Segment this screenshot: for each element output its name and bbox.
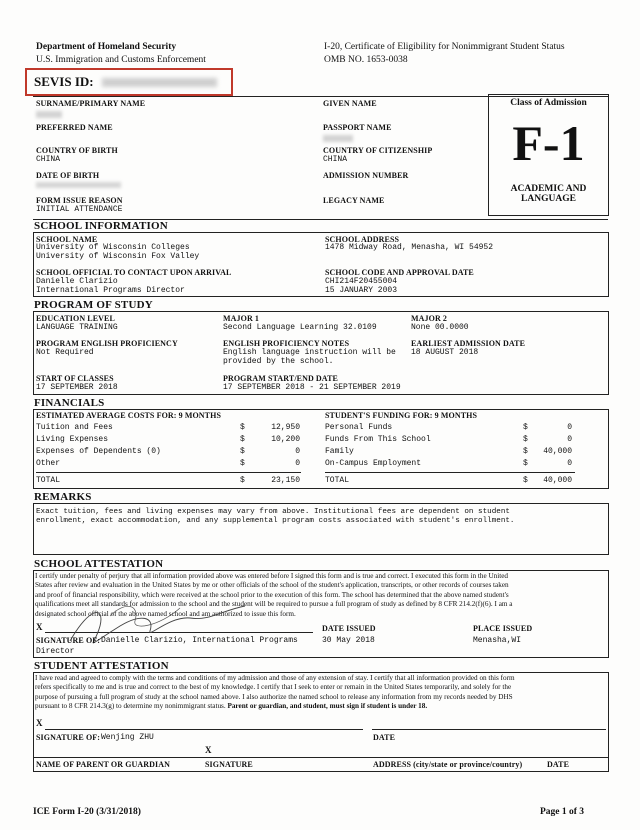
citizenship-label: COUNTRY OF CITIZENSHIP bbox=[323, 146, 433, 155]
remarks-line-2: enrollment, exact accommodation, and any supplemental program costs associated with student's enrollment. bbox=[36, 517, 515, 525]
birth-country-label: COUNTRY OF BIRTH bbox=[36, 146, 118, 155]
parent-name-label: NAME OF PARENT OR GUARDIAN bbox=[36, 760, 171, 769]
funding-item-currency: $ bbox=[523, 459, 528, 468]
cost-item-currency: $ bbox=[240, 423, 245, 432]
school-name-label: SCHOOL NAME bbox=[36, 235, 98, 244]
student-sign-x: X bbox=[36, 718, 43, 728]
program-dates-label: PROGRAM START/END DATE bbox=[223, 374, 338, 383]
citizenship-value: CHINA bbox=[323, 155, 348, 164]
remarks-line-1: Exact tuition, fees and living expenses may vary from above. Institutional fees are dependent on student bbox=[36, 508, 510, 516]
start-classes-value: 17 SEPTEMBER 2018 bbox=[36, 383, 118, 392]
start-classes-label: START OF CLASSES bbox=[36, 374, 114, 383]
school-signatory-1: Danielle Clarizio, International Programs bbox=[101, 636, 298, 645]
form-id-footer: ICE Form I-20 (3/31/2018) bbox=[33, 807, 141, 817]
school-signature-label: SIGNATURE OF: bbox=[36, 636, 101, 645]
funding-item-currency: $ bbox=[523, 447, 528, 456]
english-notes-1: English language instruction will be bbox=[223, 348, 396, 357]
school-address: 1478 Midway Road, Menasha, WI 54952 bbox=[325, 243, 494, 252]
date-issued-value: 30 May 2018 bbox=[322, 636, 375, 645]
edu-level-label: EDUCATION LEVEL bbox=[36, 314, 115, 323]
cost-item-currency: $ bbox=[240, 459, 245, 468]
english-prof-label: PROGRAM ENGLISH PROFICIENCY bbox=[36, 339, 178, 348]
earliest-admission-label: EARLIEST ADMISSION DATE bbox=[411, 339, 526, 348]
school-official-label: SCHOOL OFFICIAL TO CONTACT UPON ARRIVAL bbox=[36, 268, 232, 277]
surname-redacted bbox=[36, 111, 62, 118]
major1-label: MAJOR 1 bbox=[223, 314, 260, 323]
issue-reason-value: INITIAL ATTENDANCE bbox=[36, 205, 123, 214]
cost-item-currency: $ bbox=[240, 435, 245, 444]
funding-item-label: Personal Funds bbox=[325, 423, 393, 432]
school-signatory-2: Director bbox=[36, 647, 75, 656]
department-name: Department of Homeland Security bbox=[36, 42, 177, 52]
funding-item-amount: 0 bbox=[567, 435, 572, 444]
cost-item-label: Living Expenses bbox=[36, 435, 109, 444]
dob-redacted bbox=[36, 182, 121, 188]
parent-address-label: ADDRESS (city/state or province/country) bbox=[373, 760, 523, 769]
major2-label: MAJOR 2 bbox=[411, 314, 448, 323]
class-desc-2: LANGUAGE bbox=[521, 194, 576, 204]
costs-total-label: TOTAL bbox=[36, 476, 61, 485]
funding-total-label: TOTAL bbox=[325, 476, 350, 485]
parent-signature-label: SIGNATURE bbox=[205, 760, 253, 769]
surname-label: SURNAME/PRIMARY NAME bbox=[36, 99, 146, 108]
school-attestation-text: I certify under penalty of perjury that all information provided above was entered before I signed this form and is true and correct. I executed this form in the United States after review and evaluation in the United States by me or other officials of the school of the student's application, transcripts, or other records of courses taken and proof of financial responsibility, which were received at the school prior to the execution of this form. The school has determined that the above named student's qualifications meet all standards for admission to the school and the student will be required to pursue a full program of study as defined by 8 CFR 214.2(f)(6). I am a designated school official of the above named school and am authorized to issue this form. bbox=[35, 572, 513, 618]
parent-date-label: DATE bbox=[547, 760, 570, 769]
remarks-heading: REMARKS bbox=[34, 491, 92, 503]
form-title: I-20, Certificate of Eligibility for Nonimmigrant Student Status bbox=[324, 42, 565, 52]
school-address-label: SCHOOL ADDRESS bbox=[325, 235, 400, 244]
cost-item-amount: 10,200 bbox=[271, 435, 300, 444]
school-code-label: SCHOOL CODE AND APPROVAL DATE bbox=[325, 268, 474, 277]
dso-signature bbox=[60, 596, 260, 656]
class-of-admission-title: Class of Admission bbox=[510, 98, 587, 108]
birth-country-value: CHINA bbox=[36, 155, 61, 164]
school-attestation-heading: SCHOOL ATTESTATION bbox=[34, 558, 164, 570]
preferred-name-label: PREFERRED NAME bbox=[36, 123, 113, 132]
cost-item-currency: $ bbox=[240, 447, 245, 456]
funding-item-label: Family bbox=[325, 447, 354, 456]
student-name: Wenjing ZHU bbox=[101, 733, 154, 742]
funding-total-amount: 40,000 bbox=[543, 476, 572, 485]
funding-label: STUDENT'S FUNDING FOR: 9 MONTHS bbox=[325, 411, 478, 420]
sevis-id-redacted bbox=[102, 78, 217, 87]
cost-item-label: Expenses of Dependents (0) bbox=[36, 447, 161, 456]
student-attestation-text: I have read and agreed to comply with the terms and conditions of my admission and those of any extension of stay. I certify that all information provided on this form refers specifically to me and is true and correct to the best of my knowledge. I certify that I seek to enter or remain in the United States temporarily, and solely for the purpose of pursuing a full program of study at the school named above. I also authorize the named school to release any information from my records needed by DHS pursuant to 8 CFR 214.3(g) to determine my nonimmigrant status. Parent or guardian, and student, must sign if student is under 18. bbox=[35, 674, 515, 711]
school-approval-date: 15 JANUARY 2003 bbox=[325, 286, 398, 295]
cost-item-label: Tuition and Fees bbox=[36, 423, 113, 432]
major1-value: Second Language Learning 32.0109 bbox=[223, 323, 377, 332]
school-info-heading: SCHOOL INFORMATION bbox=[34, 220, 168, 232]
parent-sign-x: X bbox=[205, 745, 212, 755]
cost-item-amount: 0 bbox=[295, 447, 300, 456]
omb-number: OMB NO. 1653-0038 bbox=[324, 55, 408, 65]
edu-level-value: LANGUAGE TRAINING bbox=[36, 323, 118, 332]
given-name-label: GIVEN NAME bbox=[323, 99, 377, 108]
admission-number-label: ADMISSION NUMBER bbox=[323, 171, 409, 180]
student-date-label: DATE bbox=[373, 733, 396, 742]
page-number: Page 1 of 3 bbox=[540, 807, 585, 817]
class-desc-1: ACADEMIC AND bbox=[510, 184, 587, 194]
funding-item-currency: $ bbox=[523, 423, 528, 432]
funding-item-amount: 40,000 bbox=[543, 447, 572, 456]
costs-label: ESTIMATED AVERAGE COSTS FOR: 9 MONTHS bbox=[36, 411, 221, 420]
program-heading: PROGRAM OF STUDY bbox=[34, 299, 153, 311]
funding-item-label: On-Campus Employment bbox=[325, 459, 422, 468]
school-official-name: Danielle Clarizio bbox=[36, 277, 118, 286]
funding-item-currency: $ bbox=[523, 435, 528, 444]
date-issued-label: DATE ISSUED bbox=[322, 624, 376, 633]
cost-item-amount: 12,950 bbox=[271, 423, 300, 432]
dob-label: DATE OF BIRTH bbox=[36, 171, 100, 180]
funding-item-amount: 0 bbox=[567, 459, 572, 468]
student-signature-label: SIGNATURE OF: bbox=[36, 733, 101, 742]
funding-item-label: Funds From This School bbox=[325, 435, 431, 444]
english-notes-label: ENGLISH PROFICIENCY NOTES bbox=[223, 339, 350, 348]
funding-total-currency: $ bbox=[523, 476, 528, 485]
major2-value: None 00.0000 bbox=[411, 323, 469, 332]
costs-total-amount: 23,150 bbox=[271, 476, 300, 485]
legacy-name-label: LEGACY NAME bbox=[323, 196, 385, 205]
cost-item-label: Other bbox=[36, 459, 61, 468]
sevis-id-label: SEVIS ID: bbox=[34, 74, 94, 89]
financials-heading: FINANCIALS bbox=[34, 397, 105, 409]
english-prof-value: Not Required bbox=[36, 348, 94, 357]
earliest-admission-value: 18 AUGUST 2018 bbox=[411, 348, 479, 357]
funding-item-amount: 0 bbox=[567, 423, 572, 432]
issue-reason-label: FORM ISSUE REASON bbox=[36, 196, 123, 205]
school-code: CHI214F20455004 bbox=[325, 277, 398, 286]
cost-item-amount: 0 bbox=[295, 459, 300, 468]
school-official-title: International Programs Director bbox=[36, 286, 185, 295]
place-issued-label: PLACE ISSUED bbox=[473, 624, 533, 633]
school-name-1: University of Wisconsin Colleges bbox=[36, 243, 190, 252]
school-sign-x: X bbox=[36, 622, 43, 632]
agency-name: U.S. Immigration and Customs Enforcement bbox=[36, 55, 206, 65]
passport-name-redacted bbox=[323, 135, 353, 142]
passport-name-label: PASSPORT NAME bbox=[323, 123, 392, 132]
school-name-2: University of Wisconsin Fox Valley bbox=[36, 252, 200, 261]
english-notes-2: provided by the school. bbox=[223, 357, 334, 366]
program-dates-value: 17 SEPTEMBER 2018 - 21 SEPTEMBER 2019 bbox=[223, 383, 401, 392]
costs-total-currency: $ bbox=[240, 476, 245, 485]
class-code: F-1 bbox=[512, 115, 585, 171]
place-issued-value: Menasha,WI bbox=[473, 636, 522, 645]
student-attestation-heading: STUDENT ATTESTATION bbox=[34, 660, 169, 672]
